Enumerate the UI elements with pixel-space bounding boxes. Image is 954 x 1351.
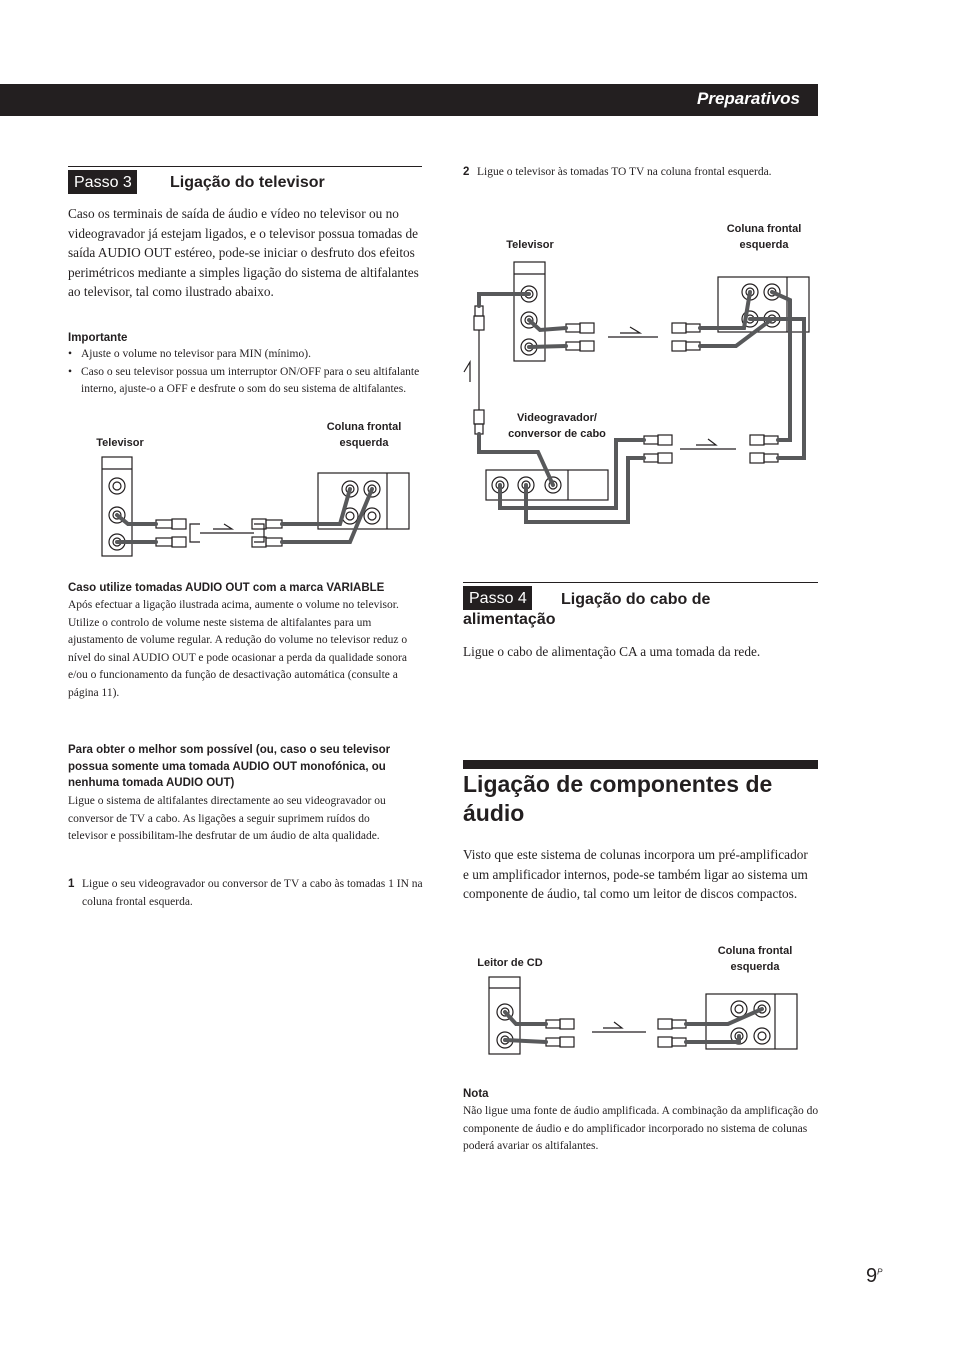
diagram2-speaker-label: Coluna frontal esquerda <box>726 223 802 251</box>
audio-section-intro: Visto que este sistema de colunas incorpora um pré-amplificador e um amplificador internos, pode-se também ligar ao sistema um componente de áudio, tal como um leitor de discos compactos. <box>463 847 808 901</box>
step-number: 2 <box>463 166 470 178</box>
step4-rule <box>463 582 818 583</box>
instruction-step-2 <box>463 164 817 182</box>
best-sound-text: Ligue o sistema de altifalantes directamente ao seu videogravador ou conversor de TV a cabo. As ligações a seguir suprimem ruídos do televisor e possibilitam-lhe desfrutar de um áudio de alta qualidade. <box>68 795 386 842</box>
instruction-step-1 <box>68 876 426 911</box>
step3-rule <box>68 166 422 167</box>
diagram2-vcr-label: Videogravador/ conversor de cabo <box>508 412 606 440</box>
diagram1-speaker-label: Coluna frontal esquerda <box>326 421 402 449</box>
audio-section-title-line1: Ligação de componentes de <box>463 771 773 797</box>
step3-title: Ligação do televisor <box>170 174 325 191</box>
important-list <box>68 346 420 399</box>
diagram3-cd-label: Leitor de CD <box>477 957 543 969</box>
step3-intro: Caso os terminais de saída de áudio e vídeo no televisor ou no videogravador já estejam ligados, e o televisor possua tomadas de saída AUDIO OUT estéreo, pode-se iniciar o desfruto dos efeitos perimétricos mediante a simples ligação do sistema de altifalantes ao televisor, tal como ilustrado abaixo. <box>68 206 419 299</box>
diagram2-tv-label: Televisor <box>506 239 554 251</box>
page-number-value: 9 <box>866 1265 878 1287</box>
diagram3-speaker-label: Coluna frontal esquerda <box>717 945 793 973</box>
variable-text: Após efectuar a ligação ilustrada acima, aumente o volume no televisor. Utilize o controlo de volume neste sistema de altifalantes para um ajustamento de volume regular. A redução do volume no televisor reduz o nível do sinal AUDIO OUT e pode ocasionar a perda da qualidade sonora e/ou o funcionamento da função de desactivação automática (consulte a página 11). <box>68 599 408 699</box>
section-header-bar <box>0 84 818 116</box>
important-item: • Caso o seu televisor possua um interruptor ON/OFF para o seu altifalante interno, ajuste-o a OFF e desfrute o som do seu sistema de altifalantes. <box>68 364 420 399</box>
variable-heading: Caso utilize tomadas AUDIO OUT com a marca VARIABLE <box>68 582 385 594</box>
step4-title-line2: alimentação <box>463 611 556 628</box>
important-heading: Importante <box>68 332 128 344</box>
step-text: Ligue o televisor às tomadas TO TV na coluna frontal esquerda. <box>477 166 772 178</box>
step4-title-line1: Ligação do cabo de <box>561 591 711 608</box>
step-number: 1 <box>68 878 75 890</box>
page-number-suffix: P <box>877 1267 883 1277</box>
step-text: Ligue o seu videogravador ou conversor de TV a cabo às tomadas 1 IN na coluna frontal esquerda. <box>82 878 423 908</box>
note-heading: Nota <box>463 1088 489 1100</box>
step3-badge: Passo 3 <box>68 170 137 194</box>
section-title: Preparativos <box>697 89 800 108</box>
best-sound-heading: Para obter o melhor som possível (ou, caso o seu televisor possua somente uma tomada AUDIO OUT monofónica, ou nenhuma tomada AUDIO OUT) <box>68 744 391 789</box>
page-number <box>866 1265 882 1288</box>
note-text: Não ligue uma fonte de áudio amplificada. A combinação da amplificação do componente de áudio e do amplificador incorporado no sistema de colunas poderá avariar os altifalantes. <box>463 1105 819 1152</box>
step4-text: Ligue o cabo de alimentação CA a uma tomada da rede. <box>463 644 761 659</box>
audio-section-rule <box>463 760 818 769</box>
audio-section-title-line2: áudio <box>463 800 525 826</box>
step4-badge: Passo 4 <box>463 586 532 610</box>
diagram1-tv-label: Televisor <box>96 437 144 449</box>
important-item: • Ajuste o volume no televisor para MIN (mínimo). <box>68 346 420 364</box>
